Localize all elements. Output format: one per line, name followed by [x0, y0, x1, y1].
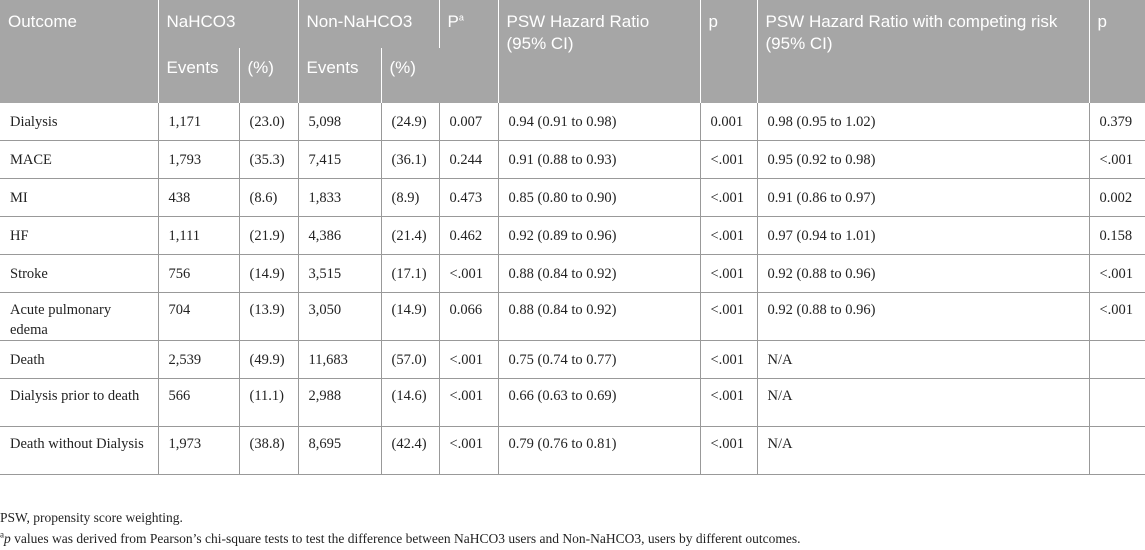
header-non-nahco3-events: Events — [298, 48, 381, 103]
cell-nahco3-pct: (38.8) — [239, 427, 298, 475]
footnote-p-values: $^a$p values was derived from Pearson’s chi-square tests to test the difference between NaHCO3 users and Non-NaHCO3, users by different outcomes. — [0, 529, 801, 546]
cell-nahco3-events: 1,973 — [158, 427, 239, 475]
cell-psw-hazard-ratio: 0.88 (0.84 to 0.92) — [498, 293, 700, 341]
cell-p-competing: <.001 — [1089, 293, 1145, 341]
cell-p-a: 0.007 — [439, 103, 498, 141]
header-p-competing: p — [1089, 0, 1145, 103]
table-row — [0, 141, 1145, 179]
cell-outcome: Dialysis — [0, 103, 158, 141]
cell-p: <.001 — [700, 427, 757, 475]
cell-non-nahco3-events: 3,050 — [298, 293, 381, 341]
cell-nahco3-events: 704 — [158, 293, 239, 341]
cell-nahco3-events: 1,171 — [158, 103, 239, 141]
cell-p-competing: <.001 — [1089, 255, 1145, 293]
cell-p-competing: <.001 — [1089, 141, 1145, 179]
cell-nahco3-pct: (35.3) — [239, 141, 298, 179]
cell-psw-hazard-ratio-competing: 0.92 (0.88 to 0.96) — [757, 293, 1089, 341]
cell-non-nahco3-events: 1,833 — [298, 179, 381, 217]
cell-non-nahco3-events: 11,683 — [298, 341, 381, 379]
cell-psw-hazard-ratio-competing: 0.95 (0.92 to 0.98) — [757, 141, 1089, 179]
header-nahco3-events: Events — [158, 48, 239, 103]
table-row — [0, 255, 1145, 293]
table-row — [0, 341, 1145, 379]
header-non-nahco3-pct: (%) — [381, 48, 439, 103]
cell-p: <.001 — [700, 255, 757, 293]
cell-psw-hazard-ratio: 0.88 (0.84 to 0.92) — [498, 255, 700, 293]
cell-outcome: MACE — [0, 141, 158, 179]
cell-psw-hazard-ratio-competing: N/A — [757, 427, 1089, 475]
cell-p-a: <.001 — [439, 427, 498, 475]
cell-nahco3-events: 1,111 — [158, 217, 239, 255]
cell-non-nahco3-pct: (8.9) — [381, 179, 439, 217]
cell-psw-hazard-ratio: 0.75 (0.74 to 0.77) — [498, 341, 700, 379]
cell-p-a: 0.473 — [439, 179, 498, 217]
cell-psw-hazard-ratio: 0.92 (0.89 to 0.96) — [498, 217, 700, 255]
cell-non-nahco3-events: 8,695 — [298, 427, 381, 475]
cell-non-nahco3-pct: (21.4) — [381, 217, 439, 255]
cell-outcome: Dialysis prior to death — [0, 379, 158, 427]
cell-non-nahco3-events: 3,515 — [298, 255, 381, 293]
cell-p: <.001 — [700, 217, 757, 255]
cell-non-nahco3-events: 4,386 — [298, 217, 381, 255]
cell-nahco3-pct: (49.9) — [239, 341, 298, 379]
cell-nahco3-pct: (14.9) — [239, 255, 298, 293]
cell-nahco3-events: 756 — [158, 255, 239, 293]
header-psw-hazard-ratio: PSW Hazard Ratio (95% CI) — [498, 0, 700, 103]
cell-psw-hazard-ratio-competing: 0.91 (0.86 to 0.97) — [757, 179, 1089, 217]
cell-p-competing: 0.158 — [1089, 217, 1145, 255]
cell-psw-hazard-ratio: 0.66 (0.63 to 0.69) — [498, 379, 700, 427]
header-outcome: Outcome — [0, 0, 158, 103]
table-row — [0, 103, 1145, 141]
cell-psw-hazard-ratio-competing: N/A — [757, 379, 1089, 427]
cell-p-competing — [1089, 427, 1145, 475]
footnotes — [0, 507, 801, 549]
cell-nahco3-events: 2,539 — [158, 341, 239, 379]
cell-p-a: <.001 — [439, 379, 498, 427]
header-non-nahco3: Non-NaHCO3 — [298, 0, 439, 48]
cell-p-a: 0.066 — [439, 293, 498, 341]
cell-nahco3-events: 566 — [158, 379, 239, 427]
cell-non-nahco3-pct: (24.9) — [381, 103, 439, 141]
cell-nahco3-pct: (13.9) — [239, 293, 298, 341]
cell-outcome: MI — [0, 179, 158, 217]
cell-non-nahco3-events: 5,098 — [298, 103, 381, 141]
cell-outcome: HF — [0, 217, 158, 255]
cell-psw-hazard-ratio: 0.85 (0.80 to 0.90) — [498, 179, 700, 217]
cell-non-nahco3-pct: (17.1) — [381, 255, 439, 293]
cell-p: <.001 — [700, 179, 757, 217]
cell-p: <.001 — [700, 341, 757, 379]
table-row — [0, 293, 1145, 341]
cell-outcome: Death without Dialysis — [0, 427, 158, 475]
cell-non-nahco3-pct: (14.9) — [381, 293, 439, 341]
cell-nahco3-pct: (8.6) — [239, 179, 298, 217]
footnote-abbreviation: PSW, propensity score weighting. — [0, 510, 183, 525]
cell-nahco3-pct: (21.9) — [239, 217, 298, 255]
cell-psw-hazard-ratio-competing: 0.98 (0.95 to 1.02) — [757, 103, 1089, 141]
cell-p-competing — [1089, 341, 1145, 379]
cell-psw-hazard-ratio: 0.94 (0.91 to 0.98) — [498, 103, 700, 141]
cell-nahco3-events: 438 — [158, 179, 239, 217]
cell-psw-hazard-ratio-competing: N/A — [757, 341, 1089, 379]
cell-non-nahco3-pct: (36.1) — [381, 141, 439, 179]
cell-outcome: Stroke — [0, 255, 158, 293]
cell-non-nahco3-pct: (57.0) — [381, 341, 439, 379]
cell-psw-hazard-ratio: 0.91 (0.88 to 0.93) — [498, 141, 700, 179]
cell-p: <.001 — [700, 379, 757, 427]
table-row — [0, 179, 1145, 217]
cell-outcome: Acute pulmonary edema — [0, 293, 158, 341]
cell-psw-hazard-ratio-competing: 0.92 (0.88 to 0.96) — [757, 255, 1089, 293]
table-row — [0, 427, 1145, 475]
header-psw-hazard-ratio-competing: PSW Hazard Ratio with competing risk (95% CI) — [757, 0, 1089, 103]
cell-p: <.001 — [700, 141, 757, 179]
cell-p-competing: 0.379 — [1089, 103, 1145, 141]
cell-nahco3-pct: (23.0) — [239, 103, 298, 141]
cell-non-nahco3-pct: (14.6) — [381, 379, 439, 427]
header-p-a: $P^a$ — [439, 0, 498, 103]
cell-p-a: 0.462 — [439, 217, 498, 255]
header-p: p — [700, 0, 757, 103]
cell-nahco3-pct: (11.1) — [239, 379, 298, 427]
cell-non-nahco3-pct: (42.4) — [381, 427, 439, 475]
header-nahco3: NaHCO3 — [158, 0, 298, 48]
table-row — [0, 379, 1145, 427]
table-body — [0, 103, 1145, 475]
cell-p-competing: 0.002 — [1089, 179, 1145, 217]
cell-nahco3-events: 1,793 — [158, 141, 239, 179]
cell-p-a: <.001 — [439, 255, 498, 293]
cell-non-nahco3-events: 2,988 — [298, 379, 381, 427]
cell-p-a: 0.244 — [439, 141, 498, 179]
cell-outcome: Death — [0, 341, 158, 379]
cell-psw-hazard-ratio-competing: 0.97 (0.94 to 1.01) — [757, 217, 1089, 255]
cell-p: <.001 — [700, 293, 757, 341]
cell-p-competing — [1089, 379, 1145, 427]
cell-p-a: <.001 — [439, 341, 498, 379]
cell-non-nahco3-events: 7,415 — [298, 141, 381, 179]
table-header — [0, 0, 1145, 103]
cell-psw-hazard-ratio: 0.79 (0.76 to 0.81) — [498, 427, 700, 475]
header-nahco3-pct: (%) — [239, 48, 298, 103]
table-row — [0, 217, 1145, 255]
cell-p: 0.001 — [700, 103, 757, 141]
